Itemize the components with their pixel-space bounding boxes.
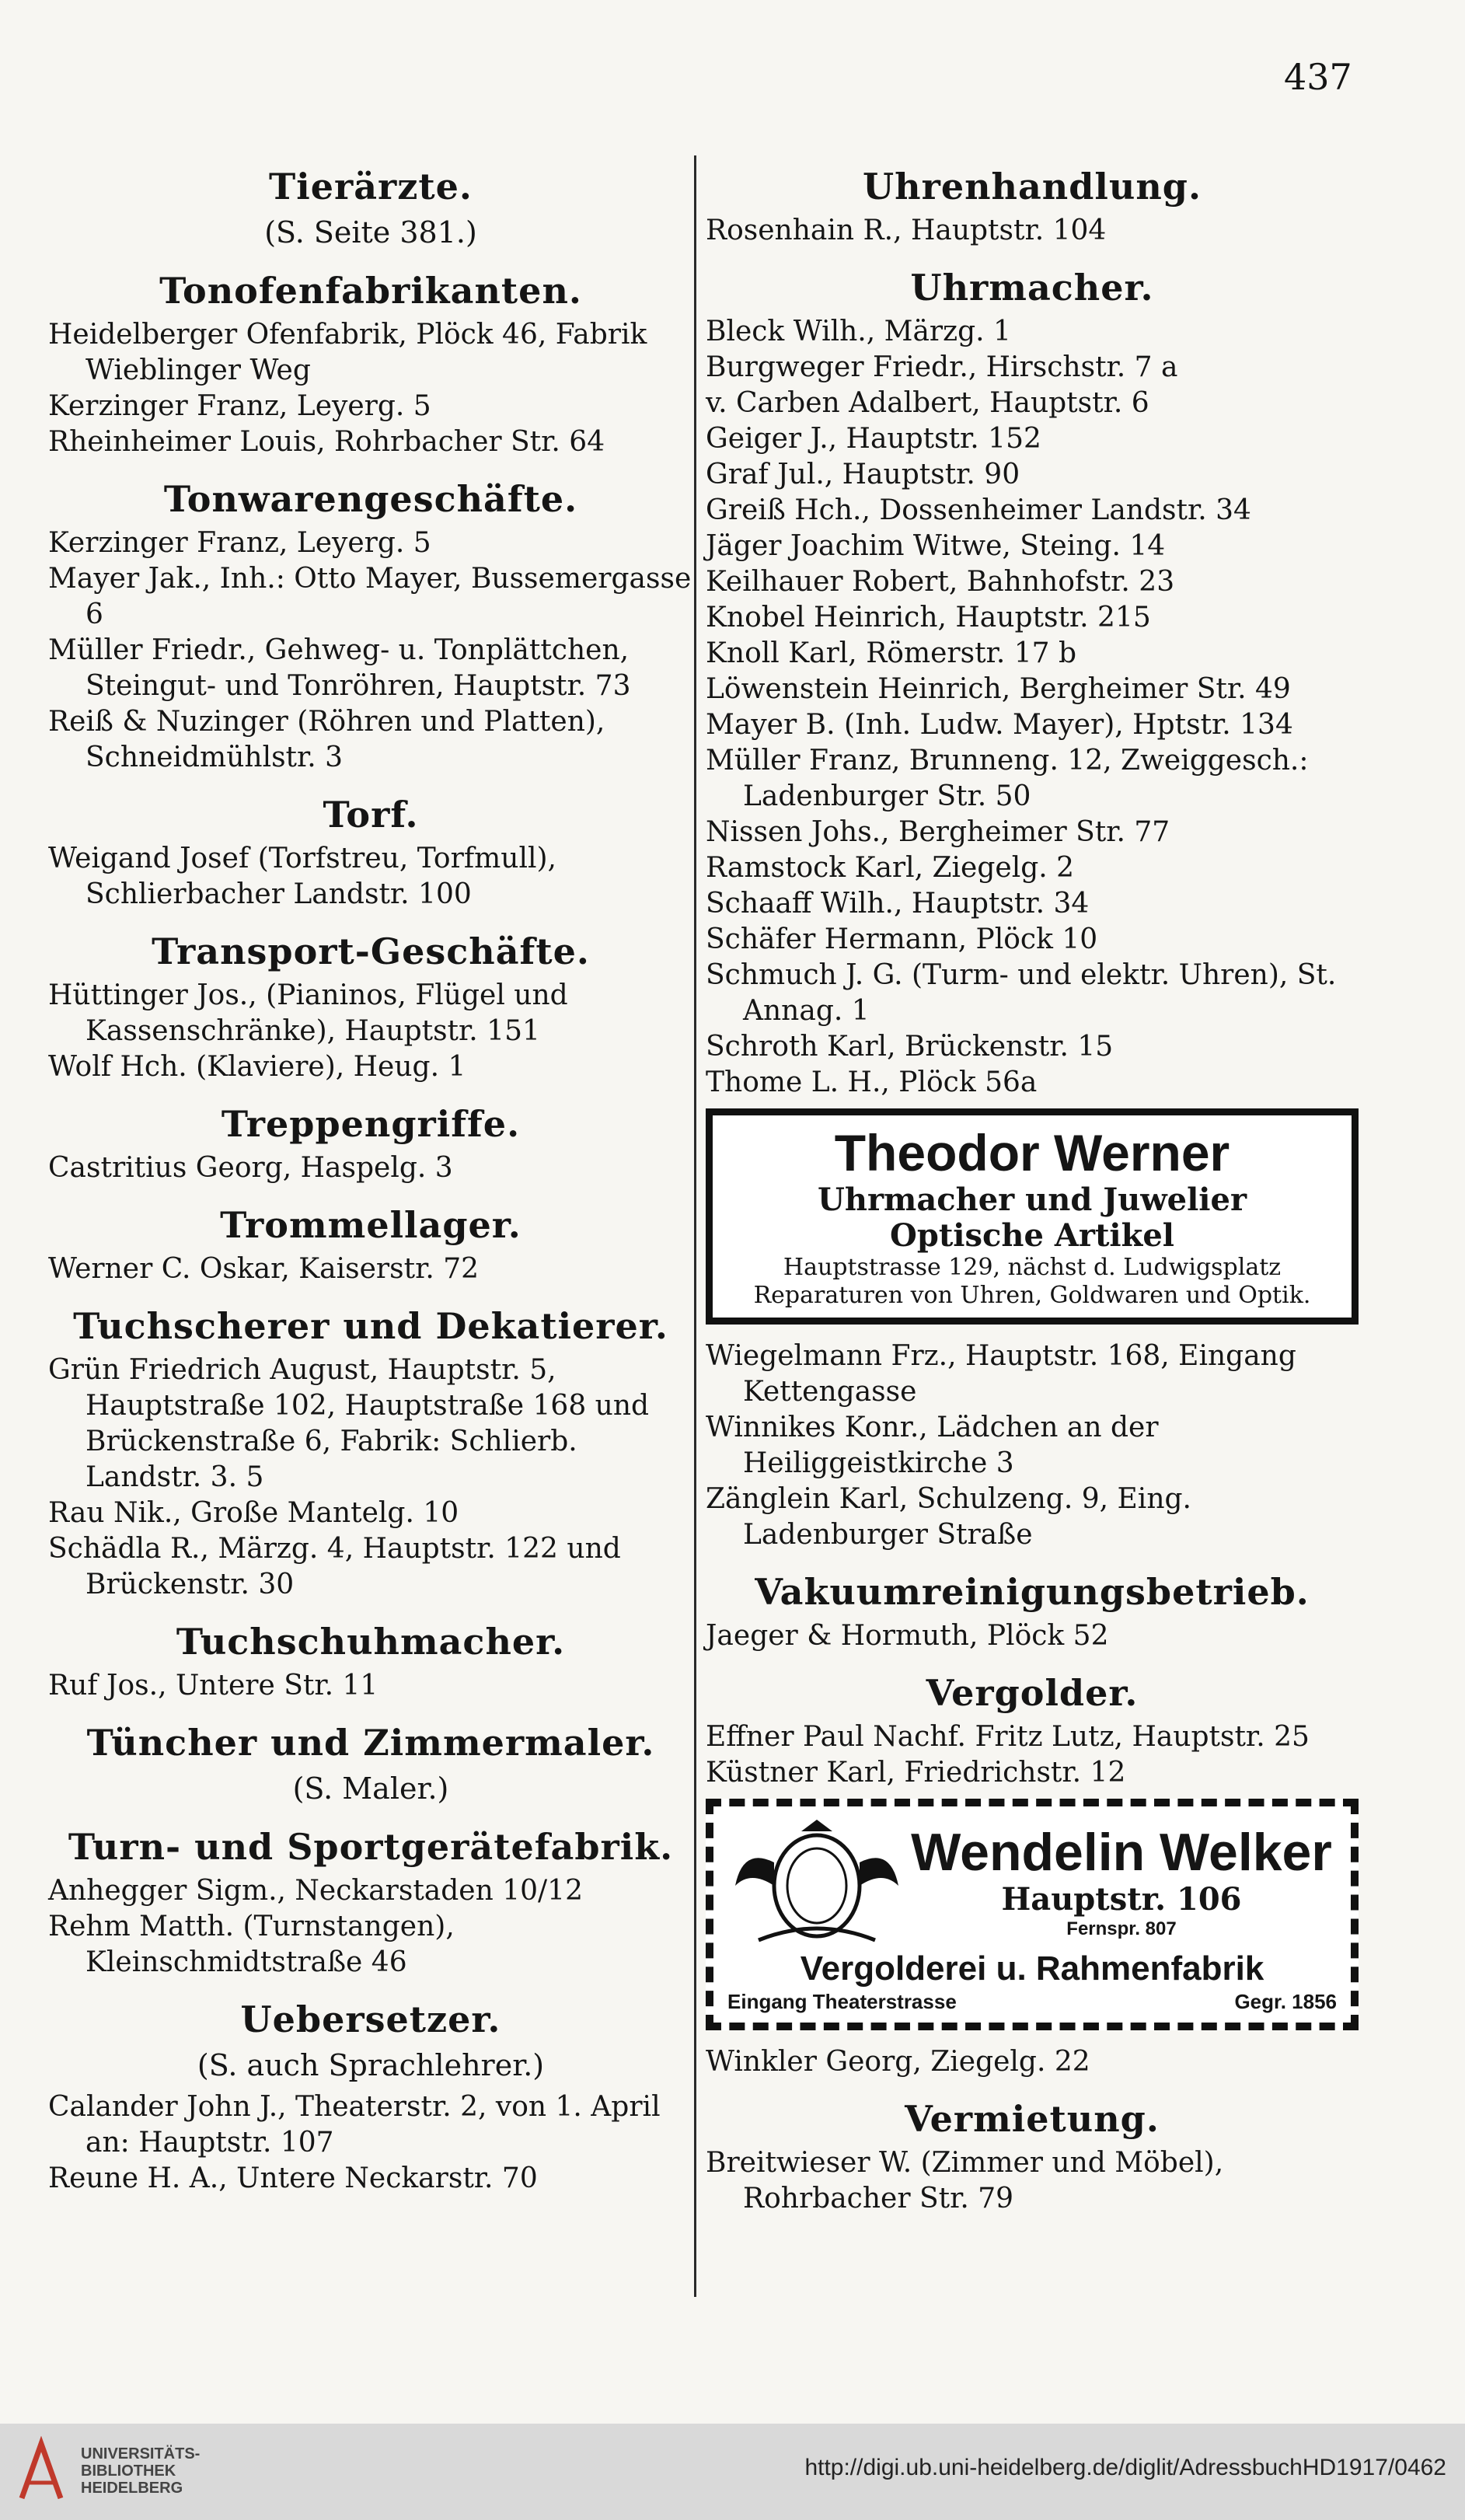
- directory-entry: Weigand Josef (Torfstreu, Torfmull), Schlierbacher Landstr. 100: [48, 843, 556, 910]
- section-heading: Uebersetzer.: [240, 1998, 501, 2040]
- ad-line-1: Uhrmacher und Juwelier: [817, 1181, 1247, 1218]
- directory-entry: Schmuch J. G. (Turm- und elektr. Uhren), St. Annag. 1: [706, 959, 1337, 1027]
- directory-entry: Anhegger Sigm., Neckarstaden 10/12: [48, 1875, 583, 1907]
- section-heading: Torf.: [323, 794, 419, 836]
- directory-entry: Werner C. Oskar, Kaiserstr. 72: [48, 1253, 480, 1285]
- directory-entry: Ramstock Karl, Ziegelg. 2: [706, 852, 1075, 884]
- directory-entry: Mayer B. (Inh. Ludw. Mayer), Hptstr. 134: [706, 709, 1293, 741]
- ad-repairs: Reparaturen von Uhren, Goldwaren und Optik.: [753, 1282, 1311, 1309]
- directory-entry: Schäfer Hermann, Plöck 10: [706, 923, 1098, 955]
- section-heading: Tonwarengeschäfte.: [163, 478, 578, 520]
- source-url-link[interactable]: http://digi.ub.uni-heidelberg.de/diglit/AdressbuchHD1917/0462: [804, 2455, 1446, 2480]
- entries-after-ad-1: [706, 1339, 1359, 1553]
- directory-entry: Breitwieser W. (Zimmer und Möbel), Rohrbacher Str. 79: [706, 2147, 1224, 2215]
- directory-entry: Keilhauer Robert, Bahnhofstr. 23: [706, 566, 1175, 598]
- directory-entry: Mayer Jak., Inh.: Otto Mayer, Bussemergasse 6: [48, 563, 692, 630]
- section-heading: Uhrenhandlung.: [863, 166, 1202, 208]
- directory-entry: Burgweger Friedr., Hirschstr. 7 a: [706, 351, 1178, 383]
- directory-entry: Greiß Hch., Dossenheimer Landstr. 34: [706, 494, 1251, 526]
- section-heading: Uhrmacher.: [910, 267, 1154, 309]
- directory-entry: Löwenstein Heinrich, Bergheimer Str. 49: [706, 673, 1291, 705]
- section-heading: Vermietung.: [905, 2098, 1160, 2140]
- directory-entry: Wolf Hch. (Klaviere), Heug. 1: [48, 1051, 466, 1083]
- section-note: (S. Seite 381.): [264, 215, 477, 250]
- directory-entry: Jaeger & Hormuth, Plöck 52: [706, 1620, 1109, 1652]
- directory-entry: Müller Friedr., Gehweg- u. Tonplättchen, Steingut- und Tonröhren, Hauptstr. 73: [48, 634, 631, 702]
- right-sections-c: [706, 2097, 1359, 2217]
- directory-entry: Calander John J., Theaterstr. 2, von 1. April an: Hauptstr. 107: [48, 2091, 661, 2159]
- section-heading: Tuchschuhmacher.: [176, 1621, 566, 1663]
- directory-entry: Reiß & Nuzinger (Röhren und Platten), Schneidmühlstr. 3: [48, 706, 605, 773]
- ad-company-name: Theodor Werner: [834, 1124, 1230, 1181]
- advertisement-wendelin-welker: [706, 1799, 1359, 2030]
- directory-entry: Kerzinger Franz, Leyerg. 5: [48, 390, 431, 422]
- ad-company-name: Wendelin Welker: [911, 1823, 1332, 1882]
- directory-entry: Winkler Georg, Ziegelg. 22: [706, 2046, 1090, 2078]
- directory-entry: Rheinheimer Louis, Rohrbacher Str. 64: [48, 426, 605, 458]
- directory-entry: Rau Nik., Große Mantelg. 10: [48, 1497, 459, 1529]
- section-heading: Tonofenfabrikanten.: [159, 270, 582, 312]
- footer-bar: [0, 2424, 1465, 2520]
- heraldic-emblem-icon: [727, 1816, 906, 1948]
- directory-entry: Grün Friedrich August, Hauptstr. 5, Hauptstraße 102, Hauptstraße 168 und Brückenstraße 6, Fabrik: Schlierb. Landstr. 3. 5: [48, 1354, 650, 1493]
- advertisement-theodor-werner: [706, 1108, 1359, 1325]
- right-sections-b: [706, 1570, 1359, 1791]
- ad-address: Hauptstrasse 129, nächst d. Ludwigsplatz: [783, 1254, 1282, 1281]
- directory-entry: Thome L. H., Plöck 56a: [706, 1066, 1038, 1098]
- directory-entry: Schädla R., Märzg. 4, Hauptstr. 122 und Brückenstr. 30: [48, 1533, 621, 1600]
- section-heading: Turn- und Sportgerätefabrik.: [68, 1826, 674, 1868]
- directory-entry: Schroth Karl, Brückenstr. 15: [706, 1031, 1114, 1063]
- directory-entry: Castritius Georg, Haspelg. 3: [48, 1152, 453, 1184]
- directory-entry: Rosenhain R., Hauptstr. 104: [706, 215, 1107, 246]
- ad-business: Vergolderei u. Rahmenfabrik: [800, 1949, 1264, 1988]
- directory-entry: Nissen Johs., Bergheimer Str. 77: [706, 816, 1170, 848]
- directory-entry: Rehm Matth. (Turnstangen), Kleinschmidtstraße 46: [48, 1911, 455, 1978]
- section-heading: Treppengriffe.: [221, 1103, 521, 1145]
- directory-entry: Kerzinger Franz, Leyerg. 5: [48, 527, 431, 559]
- section-heading: Transport-Geschäfte.: [152, 930, 590, 972]
- logo-line-1: UNIVERSITÄTS-: [81, 2445, 201, 2462]
- directory-entry: Küstner Karl, Friedrichstr. 12: [706, 1757, 1126, 1789]
- directory-entry: Müller Franz, Brunneng. 12, Zweiggesch.: Ladenburger Str. 50: [706, 745, 1309, 812]
- right-sections-a: [706, 165, 1359, 1101]
- directory-entry: v. Carben Adalbert, Hauptstr. 6: [706, 387, 1149, 419]
- section-note: (S. auch Sprachlehrer.): [197, 2048, 545, 2082]
- section-heading: Vakuumreinigungsbetrieb.: [755, 1571, 1310, 1613]
- section-heading: Trommellager.: [220, 1204, 521, 1246]
- directory-entry: Bleck Wilh., Märzg. 1: [706, 316, 1011, 347]
- directory-entry: Reune H. A., Untere Neckarstr. 70: [48, 2162, 538, 2194]
- ad-phone: Fernspr. 807: [1066, 1918, 1177, 1939]
- directory-entry: Ruf Jos., Untere Str. 11: [48, 1670, 378, 1702]
- directory-entry: Wiegelmann Frz., Hauptstr. 168, Eingang Kettengasse: [706, 1340, 1296, 1408]
- directory-entry: Winnikes Konr., Lädchen an der Heiliggeistkirche 3: [706, 1412, 1159, 1479]
- library-seal-icon: [14, 2436, 68, 2506]
- directory-entry: Hüttinger Jos., (Pianinos, Flügel und Kassenschränke), Hauptstr. 151: [48, 979, 568, 1047]
- logo-line-3: HEIDELBERG: [81, 2480, 183, 2497]
- directory-entry: Zänglein Karl, Schulzeng. 9, Eing. Ladenburger Straße: [706, 1483, 1191, 1551]
- directory-entry: Geiger J., Hauptstr. 152: [706, 423, 1041, 455]
- left-column: [48, 148, 693, 2197]
- right-column: [706, 148, 1359, 2217]
- ad-founded: Gegr. 1856: [1234, 1990, 1337, 2013]
- directory-entry: Knoll Karl, Römerstr. 17 b: [706, 637, 1076, 669]
- section-heading: Vergolder.: [926, 1672, 1139, 1714]
- page-number: 437: [1284, 56, 1352, 98]
- library-logo[interactable]: [14, 2436, 200, 2506]
- section-heading: Tierärzte.: [269, 166, 473, 208]
- directory-entry: Jäger Joachim Witwe, Steing. 14: [706, 530, 1166, 562]
- directory-entry: Graf Jul., Hauptstr. 90: [706, 459, 1020, 490]
- section-heading: Tüncher und Zimmermaler.: [86, 1722, 655, 1764]
- directory-entry: Schaaff Wilh., Hauptstr. 34: [706, 888, 1090, 920]
- ad-line-2: Optische Artikel: [890, 1217, 1174, 1254]
- directory-entry: Effner Paul Nachf. Fritz Lutz, Hauptstr. 25: [706, 1721, 1310, 1753]
- ad-entrance: Eingang Theaterstrasse: [727, 1990, 957, 2013]
- entries-after-ad-2: [706, 2044, 1359, 2080]
- logo-line-2: BIBLIOTHEK: [81, 2462, 176, 2480]
- section-heading: Tuchscherer und Dekatierer.: [73, 1305, 668, 1347]
- directory-entry: Knobel Heinrich, Hauptstr. 215: [706, 602, 1151, 633]
- ad-address: Hauptstr. 106: [1001, 1881, 1242, 1918]
- section-note: (S. Maler.): [292, 1771, 449, 1806]
- column-divider: [694, 155, 696, 2297]
- directory-entry: Heidelberger Ofenfabrik, Plöck 46, Fabrik Wieblinger Weg: [48, 319, 647, 386]
